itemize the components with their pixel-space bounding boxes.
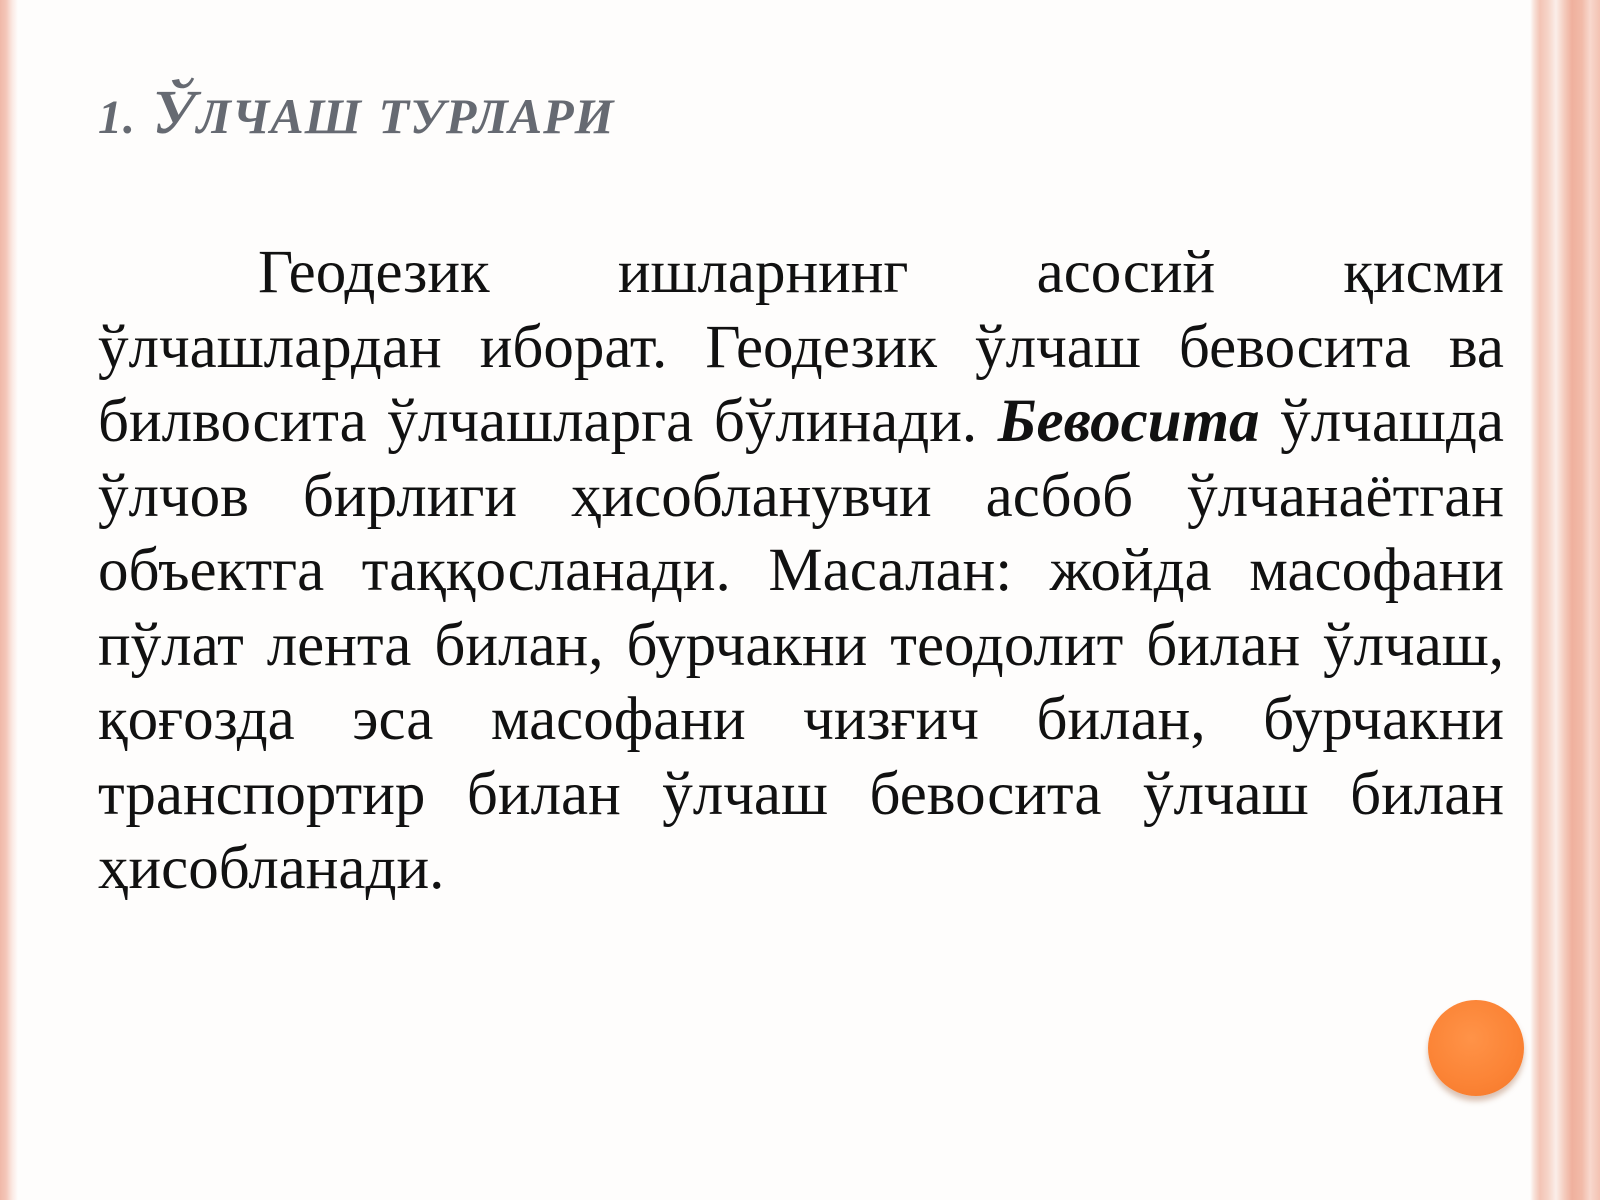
orange-circle-decoration (1428, 1000, 1524, 1096)
left-decorative-band (0, 0, 18, 1200)
body-paragraph (98, 236, 1504, 907)
body-text-part-2: ўлчашда ўлчов бирлиги ҳисобланувчи асбоб ўлчанаётган объектга таққосланади. Масалан: жойда масофани пўлат лента билан, бурчакни теодолит билан ўлчаш, қоғозда эса масофани чизғич билан, бурчакни транспортир билан ўлчаш бевосита ўлчаш билан ҳисобланади. (98, 388, 1504, 902)
title-word-1-rest: ЛЧАШ (196, 88, 362, 144)
title-first-letter: Ў (152, 79, 197, 147)
body-text-part-1: Геодезик ишларнинг асосий қисми ўлчашлардан иборат. Геодезик ўлчаш бевосита ва билвосита ўлчашларга бўлинади. (98, 239, 1504, 455)
body-emphasis: Бевосита (997, 388, 1260, 455)
right-decorative-band (1530, 0, 1600, 1200)
slide-title (98, 78, 615, 149)
title-number: 1. (98, 91, 136, 144)
title-word-2: ТУРЛАРИ (378, 88, 615, 144)
